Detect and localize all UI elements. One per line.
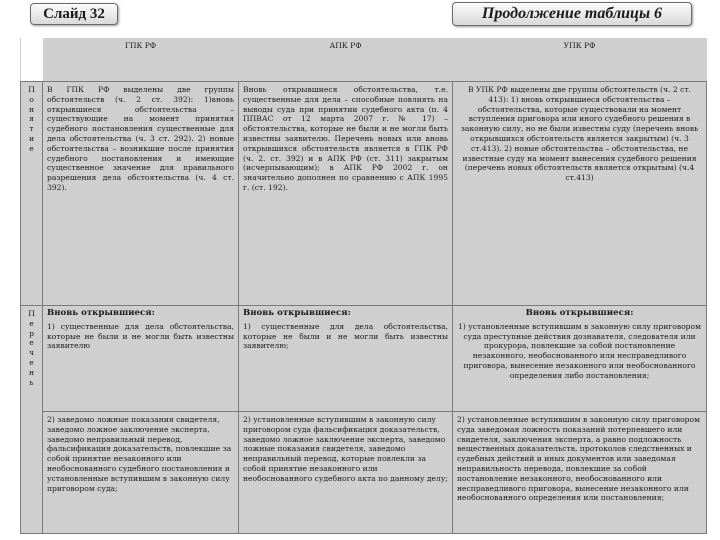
gpk-list-item-1: 1) существенные для дела обстоятельства, которые не были и не могли быть известны заявителю <box>47 321 234 351</box>
vertical-letter: П <box>28 85 35 94</box>
cell-gpk-list-a <box>43 306 239 412</box>
apk-list-item-1: 1) существенные для дела обстоятельства, которые не были и не могли быть известны заявителю; <box>243 321 448 351</box>
table-row-list-a <box>21 306 707 412</box>
col-header-gpk: ГПК РФ <box>124 41 157 50</box>
vertical-letter: и <box>28 133 35 143</box>
row-header-list <box>21 306 43 534</box>
row-header-concept-text <box>25 85 38 154</box>
vertical-letter: н <box>28 104 35 114</box>
col-header-apk: АПК РФ <box>329 41 362 50</box>
row-header-concept <box>21 82 43 306</box>
cell-apk-concept: Вновь открывшиеся обстоятельства, т.е. существенные для дела – способные повлиять на выводы суда при принятии судебного акта (п. 4 ППВАС от 12 марта 2007 г. № 17) – обстоятельства, которые не были и не могли быть известны заявителю. Перечень новых или вновь открывшихся обстоятельств является в ГПК РФ (ч. 2. ст. 392) и в АПК РФ (ст. 311) закрытым (исчерпывающим); в АПК РФ 2002 г. он значительно дополнен по сравнению с АПК 1995 г. (ст. 192). <box>239 82 453 306</box>
vertical-letter: я <box>29 114 34 124</box>
row-header-list-text <box>25 309 38 387</box>
vertical-letter: о <box>29 94 34 104</box>
header-row <box>21 38 707 82</box>
vertical-letter: т <box>29 124 34 134</box>
vertical-letter: ч <box>28 348 35 358</box>
vertical-letter: е <box>29 143 34 153</box>
cell-gpk-concept: В ГПК РФ выделены две группы обстоятельств (ч. 2 ст. 392): 1)вновь открывшиеся обстоятельства – существующие на момент принятия судебного постановления существенные для дела обстоятельства (ч. 3 ст. 292). 2) новые обстоятельства – возникшие после принятия судебного постановления и имеющие существенное значение для правильного разрешения дела обстоятельства (ч. 4 ст. 392). <box>43 82 239 306</box>
col-header-upk: УПК РФ <box>563 41 596 50</box>
apk-list-title: Вновь открывшиеся: <box>243 308 351 318</box>
vertical-letter: П <box>28 309 35 318</box>
cell-upk-list-a <box>453 306 707 412</box>
cell-apk-list-b: 2) установленные вступившим в законную силу приговором суда фальсификация доказательств, заведомо ложное заключение эксперта, заведомо ложные показания свидетеля, заведомо неправильный перевод, которые повлекли за собой принятие незаконного или необоснованного судебного акта по данному делу; <box>239 412 453 534</box>
vertical-letter: е <box>29 338 34 348</box>
cell-gpk-list-b: 2) заведомо ложные показания свидетеля, заведомо ложное заключение эксперта, заведомо неправильный перевод, фальсификация доказательств, повлекшие за собой принятие незаконного или необоснованного судебного постановления и установленные вступившим в законную силу приговором суда; <box>43 412 239 534</box>
table-row-concept <box>21 82 707 306</box>
vertical-letter: р <box>29 328 34 338</box>
upk-list-title: Вновь открывшиеся: <box>525 308 634 318</box>
slide-number-label: Слайд 32 <box>30 3 118 25</box>
table-row-list-b <box>21 412 707 534</box>
vertical-letter: ь <box>29 377 34 387</box>
vertical-letter: е <box>29 357 34 367</box>
cell-upk-list-b: 2) установленные вступившим в законную силу приговором суда заведомая ложность показаний потерпевшего или свидетеля, заключения эксперта, а равно подложность вещественных доказательств, протоколов следственных и судебных действий и иных документов или заведомая неправильность перевода, повлекшие за собой постановление незаконного, необоснованного или несправедливого приговора, вынесение незаконного или необоснованного определения или постановления; <box>453 412 707 534</box>
gpk-list-title: Вновь открывшиеся: <box>47 308 155 318</box>
upk-list-item-1: 1) установленные вступившим в законную силу приговором суда преступные действия дознавателя, следователя или прокурора, повлекшие за собой постановление незаконного, необоснованного или несправедливого приговора, вынесение незаконного или необоснованного определения либо постановления; <box>457 321 702 380</box>
vertical-letter: е <box>29 318 34 328</box>
vertical-letter: н <box>28 367 35 377</box>
cell-apk-list-a <box>239 306 453 412</box>
comparison-table <box>20 38 707 534</box>
continuation-title: Продолжение таблицы 6 <box>452 2 692 26</box>
cell-upk-concept: В УПК РФ выделены две группы обстоятельств (ч. 2 ст. 413): 1) вновь открывшиеся обстоятельства – обстоятельства, которые существовали на момент вступления приговора или иного судебного решения в законную силу, но не были известны суду (перечень вновь открывшихся обстоятельств является закрытым) (ч. 3 ст.413). 2) новые обстоятельства – обстоятельства, не известные суду на момент вынесения судебного решения (перечень новых обстоятельств является открытым) (ч.4 ст.413) <box>453 82 707 306</box>
